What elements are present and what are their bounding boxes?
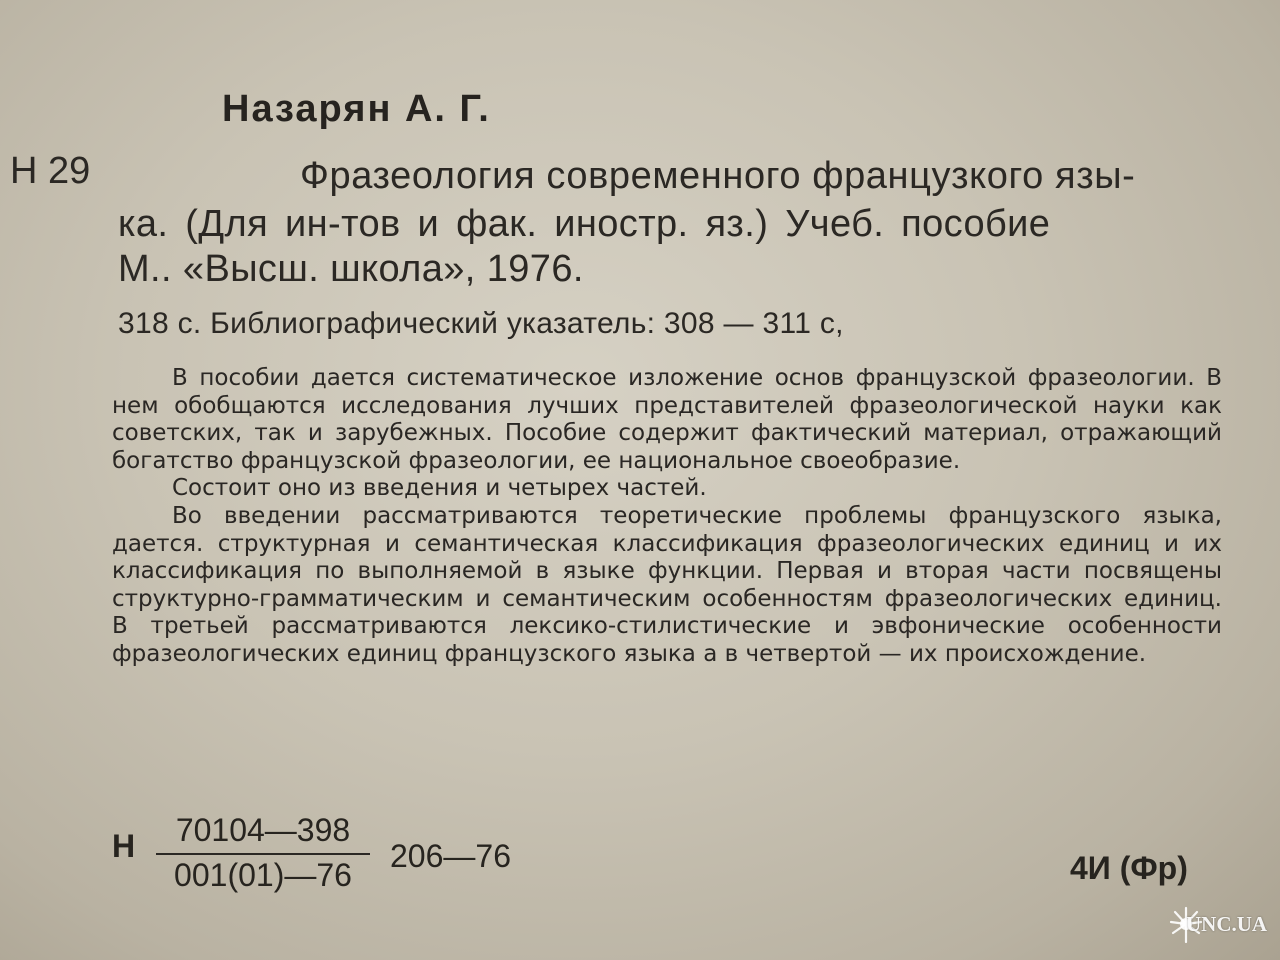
footer-fraction <box>156 812 370 894</box>
author-name: Назарян А. Г. <box>222 88 491 130</box>
fraction-numerator: 70104—398 <box>175 812 351 848</box>
site-watermark <box>1166 900 1276 952</box>
fraction-denominator: 001(01)—76 <box>174 857 352 893</box>
title-line-3: М.. «Высш. школа», 1976. <box>118 248 584 290</box>
abstract <box>112 365 1222 669</box>
pages-info: 318 с. Библиографический указатель: 308 — 311 с, <box>118 307 844 340</box>
title-line-2: ка. (Для ин-тов и фак. иностр. яз.) Учеб. пособие <box>118 203 1051 245</box>
title-line-1: Фразеология современного французкого язы- <box>300 155 1136 197</box>
abstract-paragraph-3: Во введении рассматриваются теоретические проблемы французского языка, дается. структурная и семантическая классификация фразеологических единиц и их классификация по выполняемой в языке функции. Первая и вторая части посвящены структурно-грамматическим и семантическим особенностям фразеологических единиц. В третьей рассматриваются лексико-стилистические и эвфонические особенности фразеологических единиц французского языка а в четвертой — их происхождение. <box>112 502 1222 667</box>
abstract-paragraph-1: В пособии дается систематическое изложение основ французской фразеологии. В нем обобщаются исследования лучших представителей фразеологической науки как советских, так и зарубежных. Пособие содержит фактический материал, отражающий богатство французской фразеологии, ее национальное своеобразие. <box>112 365 1222 474</box>
abstract-paragraph-2: Состоит оно из введения и четырех частей. <box>172 475 707 502</box>
footer-code: 206—76 <box>390 838 511 874</box>
watermark-text: UNC.UA <box>1186 912 1268 936</box>
footer-letter: Н <box>112 828 136 864</box>
footer-classification: 4И (Фр) <box>1070 850 1188 886</box>
index-code: Н 29 <box>10 150 91 192</box>
